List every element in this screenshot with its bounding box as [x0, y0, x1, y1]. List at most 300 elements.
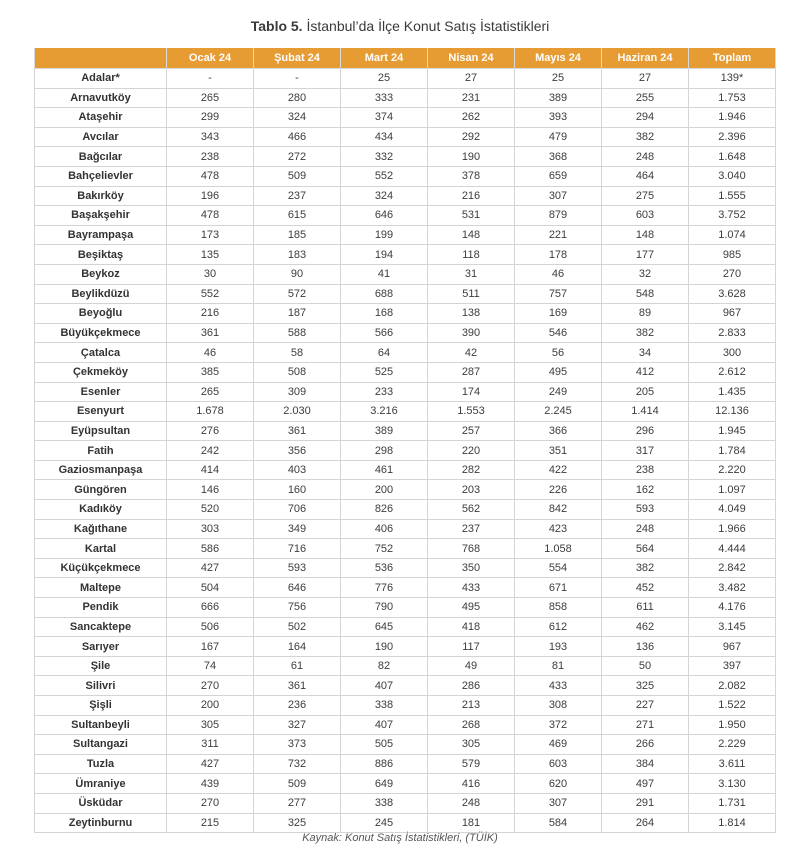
value-cell: 31: [428, 264, 515, 284]
value-cell: 452: [602, 578, 689, 598]
value-cell: 1.553: [428, 402, 515, 422]
value-cell: 554: [515, 558, 602, 578]
header-district: [35, 48, 167, 69]
value-cell: 221: [515, 225, 602, 245]
value-cell: 307: [515, 793, 602, 813]
value-cell: 27: [602, 69, 689, 89]
total-cell: 2.220: [689, 460, 776, 480]
table-row: [35, 637, 776, 657]
value-cell: 588: [254, 323, 341, 343]
district-name: Gaziosmanpaşa: [35, 460, 167, 480]
value-cell: 183: [254, 245, 341, 265]
value-cell: 266: [602, 735, 689, 755]
value-cell: 90: [254, 264, 341, 284]
value-cell: 433: [515, 676, 602, 696]
value-cell: 89: [602, 304, 689, 324]
total-cell: 2.842: [689, 558, 776, 578]
value-cell: 185: [254, 225, 341, 245]
district-name: Arnavutköy: [35, 88, 167, 108]
value-cell: 3.216: [341, 402, 428, 422]
district-name: Adalar*: [35, 69, 167, 89]
value-cell: 74: [167, 656, 254, 676]
value-cell: 338: [341, 793, 428, 813]
district-name: Güngören: [35, 480, 167, 500]
table-row: [35, 676, 776, 696]
value-cell: 177: [602, 245, 689, 265]
total-cell: 2.833: [689, 323, 776, 343]
value-cell: 469: [515, 735, 602, 755]
value-cell: 215: [167, 813, 254, 833]
total-cell: 1.950: [689, 715, 776, 735]
table-row: [35, 617, 776, 637]
value-cell: 49: [428, 656, 515, 676]
district-name: Beylikdüzü: [35, 284, 167, 304]
value-cell: 389: [341, 421, 428, 441]
value-cell: 50: [602, 656, 689, 676]
district-name: Kartal: [35, 539, 167, 559]
value-cell: 56: [515, 343, 602, 363]
value-cell: 82: [341, 656, 428, 676]
district-name: Sancaktepe: [35, 617, 167, 637]
value-cell: 757: [515, 284, 602, 304]
total-cell: 1.784: [689, 441, 776, 461]
value-cell: 368: [515, 147, 602, 167]
value-cell: 227: [602, 696, 689, 716]
value-cell: 548: [602, 284, 689, 304]
table-title: [0, 18, 800, 34]
value-cell: 433: [428, 578, 515, 598]
value-cell: 268: [428, 715, 515, 735]
value-cell: 291: [602, 793, 689, 813]
header-cell: Nisan 24: [428, 48, 515, 69]
value-cell: 233: [341, 382, 428, 402]
header-cell: Şubat 24: [254, 48, 341, 69]
value-cell: 271: [602, 715, 689, 735]
table-row: [35, 480, 776, 500]
district-name: Eyüpsultan: [35, 421, 167, 441]
value-cell: 237: [428, 519, 515, 539]
table-row: [35, 186, 776, 206]
district-name: Ümraniye: [35, 774, 167, 794]
value-cell: 187: [254, 304, 341, 324]
value-cell: 205: [602, 382, 689, 402]
value-cell: 649: [341, 774, 428, 794]
value-cell: 333: [341, 88, 428, 108]
value-cell: 46: [515, 264, 602, 284]
value-cell: 407: [341, 715, 428, 735]
table-row: [35, 88, 776, 108]
value-cell: 826: [341, 500, 428, 520]
statistics-table-container: [34, 48, 776, 833]
table-header: [35, 48, 776, 69]
value-cell: 248: [428, 793, 515, 813]
value-cell: 385: [167, 362, 254, 382]
district-name: Şişli: [35, 696, 167, 716]
value-cell: 303: [167, 519, 254, 539]
value-cell: 509: [254, 166, 341, 186]
total-cell: 2.082: [689, 676, 776, 696]
value-cell: 716: [254, 539, 341, 559]
value-cell: 257: [428, 421, 515, 441]
header-cell: Mart 24: [341, 48, 428, 69]
value-cell: 32: [602, 264, 689, 284]
table-row: [35, 519, 776, 539]
value-cell: 42: [428, 343, 515, 363]
value-cell: 64: [341, 343, 428, 363]
value-cell: 603: [515, 754, 602, 774]
total-cell: 4.049: [689, 500, 776, 520]
table-row: [35, 500, 776, 520]
value-cell: 461: [341, 460, 428, 480]
total-cell: 3.482: [689, 578, 776, 598]
table-body: [35, 69, 776, 833]
value-cell: 324: [254, 108, 341, 128]
value-cell: 27: [428, 69, 515, 89]
value-cell: 407: [341, 676, 428, 696]
district-name: Bayrampaşa: [35, 225, 167, 245]
value-cell: 298: [341, 441, 428, 461]
value-cell: 393: [515, 108, 602, 128]
total-cell: 270: [689, 264, 776, 284]
table-row: [35, 578, 776, 598]
value-cell: 265: [167, 88, 254, 108]
value-cell: 200: [341, 480, 428, 500]
value-cell: 546: [515, 323, 602, 343]
total-cell: 1.074: [689, 225, 776, 245]
value-cell: 382: [602, 558, 689, 578]
total-cell: 1.966: [689, 519, 776, 539]
value-cell: 148: [602, 225, 689, 245]
value-cell: 579: [428, 754, 515, 774]
total-cell: 3.040: [689, 166, 776, 186]
value-cell: 412: [602, 362, 689, 382]
value-cell: 305: [428, 735, 515, 755]
value-cell: 495: [515, 362, 602, 382]
value-cell: 311: [167, 735, 254, 755]
value-cell: 366: [515, 421, 602, 441]
total-cell: 12.136: [689, 402, 776, 422]
value-cell: 552: [341, 166, 428, 186]
table-row: [35, 754, 776, 774]
value-cell: 406: [341, 519, 428, 539]
value-cell: 752: [341, 539, 428, 559]
value-cell: 552: [167, 284, 254, 304]
district-name: Şile: [35, 656, 167, 676]
value-cell: 706: [254, 500, 341, 520]
value-cell: 659: [515, 166, 602, 186]
district-name: Kadıköy: [35, 500, 167, 520]
total-cell: 1.648: [689, 147, 776, 167]
value-cell: 525: [341, 362, 428, 382]
value-cell: 645: [341, 617, 428, 637]
value-cell: 296: [602, 421, 689, 441]
district-name: Büyükçekmece: [35, 323, 167, 343]
table-row: [35, 382, 776, 402]
value-cell: 332: [341, 147, 428, 167]
value-cell: 325: [602, 676, 689, 696]
value-cell: 286: [428, 676, 515, 696]
value-cell: 294: [602, 108, 689, 128]
value-cell: 479: [515, 127, 602, 147]
value-cell: 586: [167, 539, 254, 559]
value-cell: 160: [254, 480, 341, 500]
value-cell: 61: [254, 656, 341, 676]
value-cell: 502: [254, 617, 341, 637]
value-cell: 292: [428, 127, 515, 147]
value-cell: 349: [254, 519, 341, 539]
total-cell: 967: [689, 637, 776, 657]
district-name: Başakşehir: [35, 206, 167, 226]
table-row: [35, 343, 776, 363]
table-row: [35, 441, 776, 461]
total-cell: 3.752: [689, 206, 776, 226]
value-cell: -: [254, 69, 341, 89]
table-row: [35, 735, 776, 755]
value-cell: 81: [515, 656, 602, 676]
value-cell: 148: [428, 225, 515, 245]
value-cell: 423: [515, 519, 602, 539]
value-cell: 466: [254, 127, 341, 147]
value-cell: 220: [428, 441, 515, 461]
value-cell: 338: [341, 696, 428, 716]
total-cell: 1.097: [689, 480, 776, 500]
header-row: [35, 48, 776, 69]
value-cell: 265: [167, 382, 254, 402]
value-cell: 34: [602, 343, 689, 363]
value-cell: 1.414: [602, 402, 689, 422]
value-cell: 756: [254, 598, 341, 618]
value-cell: 593: [602, 500, 689, 520]
district-name: Fatih: [35, 441, 167, 461]
value-cell: 2.245: [515, 402, 602, 422]
table-row: [35, 696, 776, 716]
value-cell: 270: [167, 793, 254, 813]
district-name: Esenler: [35, 382, 167, 402]
value-cell: 242: [167, 441, 254, 461]
header-cell: Ocak 24: [167, 48, 254, 69]
district-name: Küçükçekmece: [35, 558, 167, 578]
value-cell: 1.678: [167, 402, 254, 422]
total-cell: 3.145: [689, 617, 776, 637]
value-cell: 194: [341, 245, 428, 265]
value-cell: 25: [341, 69, 428, 89]
total-cell: 397: [689, 656, 776, 676]
value-cell: 199: [341, 225, 428, 245]
table-row: [35, 656, 776, 676]
district-name: Zeytinburnu: [35, 813, 167, 833]
value-cell: 382: [602, 323, 689, 343]
value-cell: 264: [602, 813, 689, 833]
table-title-prefix: Tablo 5.: [250, 18, 303, 34]
value-cell: 403: [254, 460, 341, 480]
district-name: Sultangazi: [35, 735, 167, 755]
table-row: [35, 793, 776, 813]
total-cell: 2.229: [689, 735, 776, 755]
table-row: [35, 774, 776, 794]
value-cell: 193: [515, 637, 602, 657]
district-name: Kağıthane: [35, 519, 167, 539]
value-cell: 531: [428, 206, 515, 226]
value-cell: 768: [428, 539, 515, 559]
value-cell: 238: [167, 147, 254, 167]
table-title-text: İstanbul’da İlçe Konut Satış İstatistikleri: [306, 18, 550, 34]
value-cell: 506: [167, 617, 254, 637]
table-row: [35, 598, 776, 618]
value-cell: 135: [167, 245, 254, 265]
table-row: [35, 69, 776, 89]
table-row: [35, 245, 776, 265]
value-cell: 562: [428, 500, 515, 520]
value-cell: 478: [167, 166, 254, 186]
district-name: Bağcılar: [35, 147, 167, 167]
total-cell: 985: [689, 245, 776, 265]
value-cell: 611: [602, 598, 689, 618]
value-cell: 343: [167, 127, 254, 147]
value-cell: 164: [254, 637, 341, 657]
value-cell: 732: [254, 754, 341, 774]
table-row: [35, 715, 776, 735]
value-cell: 181: [428, 813, 515, 833]
value-cell: 414: [167, 460, 254, 480]
table-row: [35, 813, 776, 833]
value-cell: 384: [602, 754, 689, 774]
value-cell: 566: [341, 323, 428, 343]
table-row: [35, 166, 776, 186]
value-cell: 245: [341, 813, 428, 833]
value-cell: 382: [602, 127, 689, 147]
value-cell: 688: [341, 284, 428, 304]
value-cell: 671: [515, 578, 602, 598]
table-row: [35, 323, 776, 343]
value-cell: 270: [167, 676, 254, 696]
value-cell: 213: [428, 696, 515, 716]
table-row: [35, 558, 776, 578]
total-cell: 1.814: [689, 813, 776, 833]
value-cell: 178: [515, 245, 602, 265]
value-cell: 464: [602, 166, 689, 186]
value-cell: 168: [341, 304, 428, 324]
total-cell: 300: [689, 343, 776, 363]
value-cell: 287: [428, 362, 515, 382]
district-name: Beşiktaş: [35, 245, 167, 265]
value-cell: 439: [167, 774, 254, 794]
table-row: [35, 284, 776, 304]
total-cell: 967: [689, 304, 776, 324]
value-cell: 422: [515, 460, 602, 480]
value-cell: 389: [515, 88, 602, 108]
value-cell: 41: [341, 264, 428, 284]
value-cell: 350: [428, 558, 515, 578]
value-cell: 505: [341, 735, 428, 755]
total-cell: 1.945: [689, 421, 776, 441]
value-cell: 2.030: [254, 402, 341, 422]
value-cell: 173: [167, 225, 254, 245]
value-cell: 584: [515, 813, 602, 833]
value-cell: 226: [515, 480, 602, 500]
value-cell: 593: [254, 558, 341, 578]
value-cell: 356: [254, 441, 341, 461]
value-cell: 255: [602, 88, 689, 108]
value-cell: 305: [167, 715, 254, 735]
value-cell: 508: [254, 362, 341, 382]
total-cell: 4.444: [689, 539, 776, 559]
total-cell: 1.731: [689, 793, 776, 813]
total-cell: 1.522: [689, 696, 776, 716]
district-name: Bahçelievler: [35, 166, 167, 186]
value-cell: 280: [254, 88, 341, 108]
value-cell: 272: [254, 147, 341, 167]
value-cell: 277: [254, 793, 341, 813]
value-cell: 478: [167, 206, 254, 226]
value-cell: 646: [341, 206, 428, 226]
district-name: Pendik: [35, 598, 167, 618]
value-cell: 879: [515, 206, 602, 226]
total-cell: 4.176: [689, 598, 776, 618]
value-cell: 146: [167, 480, 254, 500]
total-cell: 1.435: [689, 382, 776, 402]
value-cell: -: [167, 69, 254, 89]
value-cell: 427: [167, 754, 254, 774]
value-cell: 136: [602, 637, 689, 657]
district-name: Beyoğlu: [35, 304, 167, 324]
value-cell: 262: [428, 108, 515, 128]
header-cell: Haziran 24: [602, 48, 689, 69]
value-cell: 231: [428, 88, 515, 108]
value-cell: 390: [428, 323, 515, 343]
value-cell: 30: [167, 264, 254, 284]
value-cell: 666: [167, 598, 254, 618]
value-cell: 203: [428, 480, 515, 500]
district-name: Sarıyer: [35, 637, 167, 657]
value-cell: 418: [428, 617, 515, 637]
value-cell: 615: [254, 206, 341, 226]
value-cell: 504: [167, 578, 254, 598]
total-cell: 2.396: [689, 127, 776, 147]
value-cell: 572: [254, 284, 341, 304]
district-name: Bakırköy: [35, 186, 167, 206]
value-cell: 324: [341, 186, 428, 206]
district-name: Beykoz: [35, 264, 167, 284]
value-cell: 373: [254, 735, 341, 755]
value-cell: 462: [602, 617, 689, 637]
total-cell: 2.612: [689, 362, 776, 382]
table-row: [35, 362, 776, 382]
value-cell: 374: [341, 108, 428, 128]
value-cell: 351: [515, 441, 602, 461]
value-cell: 858: [515, 598, 602, 618]
district-name: Esenyurt: [35, 402, 167, 422]
total-cell: 3.628: [689, 284, 776, 304]
value-cell: 427: [167, 558, 254, 578]
value-cell: 216: [428, 186, 515, 206]
value-cell: 495: [428, 598, 515, 618]
value-cell: 162: [602, 480, 689, 500]
value-cell: 511: [428, 284, 515, 304]
value-cell: 248: [602, 147, 689, 167]
source-note: Kaynak: Konut Satış İstatistikleri, (TÜİK): [302, 832, 498, 844]
value-cell: 361: [254, 421, 341, 441]
value-cell: 276: [167, 421, 254, 441]
value-cell: 309: [254, 382, 341, 402]
value-cell: 790: [341, 598, 428, 618]
value-cell: 361: [167, 323, 254, 343]
total-cell: 1.555: [689, 186, 776, 206]
district-name: Avcılar: [35, 127, 167, 147]
value-cell: 196: [167, 186, 254, 206]
table-row: [35, 108, 776, 128]
housing-sales-table: [34, 48, 776, 833]
table-row: [35, 402, 776, 422]
